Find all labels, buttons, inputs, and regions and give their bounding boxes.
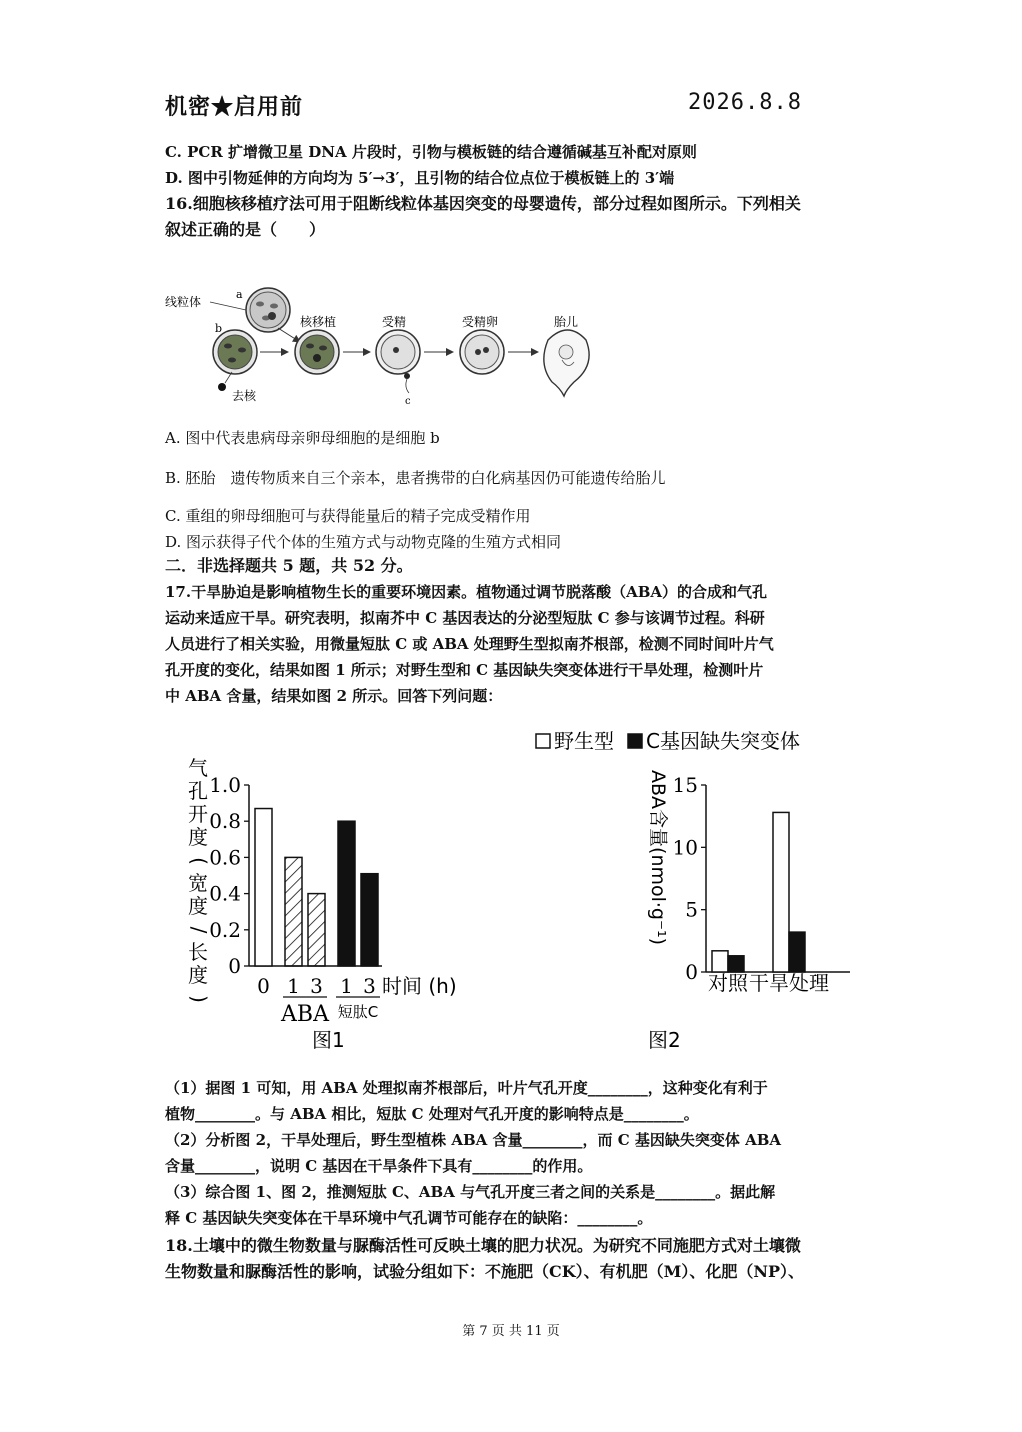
section-heading: 二．非选择题共 5 题，共 52 分。 bbox=[165, 556, 413, 575]
fig1-ylabel-char: / bbox=[187, 926, 211, 934]
fig2-category-label: 对照 bbox=[708, 971, 748, 995]
q17-stem-line3: 人员进行了相关实验，用微量短肽 C 或 ABA 处理野生型拟南芥根部，检测不同时间叶片气 bbox=[165, 635, 774, 653]
fig1-bar bbox=[338, 821, 355, 966]
nuclear-transfer-diagram bbox=[160, 280, 620, 410]
q17-stem-line2: 运动来适应干旱。研究表明，拟南芥中 C 基因表达的分泌型短肽 C 参与该调节过程。科研 bbox=[165, 609, 765, 627]
fig1-group-label: 短肽C bbox=[337, 1003, 379, 1021]
q16-option-d: D. 图示获得子代个体的生殖方式与动物克隆的生殖方式相同 bbox=[165, 533, 562, 551]
label-zygote: 受精卵 bbox=[462, 315, 499, 329]
fig2-bar bbox=[773, 812, 789, 972]
fig1-xtick-label: 0 bbox=[257, 974, 270, 998]
fig1-bar bbox=[255, 809, 272, 966]
label-a: a bbox=[236, 288, 243, 301]
fig1-xtick-label: 3 bbox=[363, 974, 376, 998]
fig1-xtick-label: 3 bbox=[310, 974, 323, 998]
fig2-ylabel-text: ABA含量(nmol·g⁻¹) bbox=[647, 770, 669, 946]
fig2-bar bbox=[789, 932, 805, 972]
fig2-ylabel bbox=[647, 770, 669, 945]
figure1-chart bbox=[187, 756, 457, 1052]
fig1-group-label: ABA bbox=[281, 1002, 329, 1027]
label-c: c bbox=[405, 396, 411, 407]
fig1-ytick-label: 1.0 bbox=[209, 773, 241, 797]
q17-question-line2: 植物________。与 ABA 相比，短肽 C 处理对气孔开度的影响特点是________。 bbox=[165, 1105, 699, 1123]
fig1-ylabel-char: ) bbox=[187, 995, 211, 1003]
fig1-xtick-label: 1 bbox=[340, 974, 353, 998]
legend-mutant-swatch bbox=[628, 734, 642, 748]
label-nuclear-transfer: 核移植 bbox=[300, 315, 337, 329]
q17-question-line4: 含量________，说明 C 基因在干旱条件下具有________的作用。 bbox=[165, 1157, 593, 1175]
q15-option-c: C. PCR 扩增微卫星 DNA 片段时，引物与模板链的结合遵循碱基互补配对原则 bbox=[165, 143, 697, 161]
legend-mutant-label: C基因缺失突变体 bbox=[646, 729, 800, 753]
q18-stem-line1: 18.土壤中的微生物数量与脲酶活性可反映土壤的肥力状况。为研究不同施肥方式对土壤微 bbox=[165, 1236, 801, 1255]
fig2-ytick-label: 0 bbox=[685, 960, 698, 984]
fig1-ylabel-char: ( bbox=[187, 857, 211, 865]
fig2-bar bbox=[728, 956, 744, 972]
cell-fertilization bbox=[376, 330, 420, 393]
fig2-ytick-label: 5 bbox=[685, 897, 698, 922]
label-enucleation: 去核 bbox=[232, 389, 257, 403]
fig1-ylabel-char: 宽 bbox=[188, 871, 208, 895]
legend-wild-label: 野生型 bbox=[554, 729, 614, 753]
cell-b bbox=[213, 330, 257, 374]
q16-option-b: B. 胚胎 遗传物质来自三个亲本，患者携带的白化病基因仍可能遗传给胎儿 bbox=[165, 469, 666, 487]
fig1-ylabel-char: 度 bbox=[188, 894, 208, 918]
cell-a bbox=[246, 288, 290, 332]
q16-option-c: C. 重组的卵母细胞可与获得能量后的精子完成受精作用 bbox=[165, 507, 531, 525]
fig1-ylabel-char: 开 bbox=[188, 802, 208, 826]
fig1-ytick-label: 0 bbox=[228, 954, 241, 978]
fig1-ylabel-char: 度 bbox=[188, 963, 208, 987]
fig1-ytick-label: 0.4 bbox=[209, 881, 241, 906]
fig1-ylabel-char: 度 bbox=[188, 825, 208, 849]
q17-stem-line5: 中 ABA 含量，结果如图 2 所示。回答下列问题： bbox=[165, 687, 503, 705]
fig1-bar bbox=[308, 894, 325, 966]
q16-stem-line1: 16.细胞核移植疗法可用于阻断线粒体基因突变的母婴遗传，部分过程如图所示。下列相关 bbox=[165, 194, 801, 213]
q17-question-line3: （2）分析图 2，干旱处理后，野生型植株 ABA 含量________，而 C 基因缺失突变体 ABA bbox=[165, 1131, 782, 1149]
fig2-bar bbox=[712, 951, 728, 972]
q18-stem-line2: 生物数量和脲酶活性的影响，试验分组如下：不施肥（CK）、有机肥（M）、化肥（NP）、 bbox=[165, 1262, 805, 1281]
fig1-bar bbox=[285, 857, 302, 966]
fig1-ytick-label: 0.6 bbox=[209, 845, 241, 870]
fig1-ylabel-char: 气 bbox=[188, 756, 208, 780]
q16-stem-line2: 叙述正确的是（ ） bbox=[165, 220, 326, 239]
fig1-bar bbox=[361, 874, 378, 966]
fig2-ytick-label: 15 bbox=[672, 773, 698, 797]
fig1-xlabel: 时间 (h) bbox=[382, 974, 457, 998]
fig1-title: 图1 bbox=[312, 1028, 345, 1052]
fig1-ylabel-char: 长 bbox=[188, 940, 208, 964]
q16-option-a: A. 图中代表患病母亲卵母细胞的是细胞 b bbox=[165, 429, 440, 447]
cell-reconstructed bbox=[295, 330, 339, 374]
q15-option-d: D. 图中引物延伸的方向均为 5′→3′，且引物的结合位点位于模板链上的 3′端 bbox=[165, 169, 675, 187]
q17-question-line1: （1）据图 1 可知，用 ABA 处理拟南芥根部后，叶片气孔开度________，这种变化有利于 bbox=[165, 1079, 768, 1097]
label-mitochondria: 线粒体 bbox=[165, 295, 202, 309]
legend bbox=[536, 729, 800, 753]
fig2-ytick-label: 10 bbox=[672, 835, 698, 860]
confidential-label: 机密★启用前 bbox=[165, 94, 304, 120]
fig1-ytick-label: 0.8 bbox=[209, 809, 241, 834]
cell-zygote bbox=[460, 330, 504, 374]
fig1-xtick-label: 1 bbox=[287, 974, 300, 998]
charts-area bbox=[170, 725, 870, 1065]
legend-wild-swatch bbox=[536, 734, 550, 748]
exam-date: 2026.8.8 bbox=[688, 90, 802, 115]
q17-question-line6: 释 C 基因缺失突变体在干旱环境中气孔调节可能存在的缺陷：________。 bbox=[165, 1209, 653, 1227]
label-b: b bbox=[215, 322, 223, 335]
fig2-title: 图2 bbox=[648, 1028, 681, 1052]
q17-question-line5: （3）综合图 1、图 2，推测短肽 C、ABA 与气孔开度三者之间的关系是________。据此解 bbox=[165, 1183, 776, 1201]
q17-stem-line1: 17.干旱胁迫是影响植物生长的重要环境因素。植物通过调节脱落酸（ABA）的合成和气孔 bbox=[165, 583, 768, 601]
fig2-category-label: 干旱处理 bbox=[749, 971, 829, 995]
fig1-ylabel-char: 孔 bbox=[188, 779, 208, 803]
fig1-ylabel bbox=[187, 756, 211, 1003]
figure2-chart bbox=[647, 770, 850, 1052]
q17-stem-line4: 孔开度的变化，结果如图 1 所示；对野生型和 C 基因缺失突变体进行干旱处理，检测叶片 bbox=[165, 661, 764, 679]
label-fetus: 胎儿 bbox=[554, 315, 579, 329]
label-fertilization: 受精 bbox=[382, 315, 407, 329]
page-footer: 第 7 页 共 11 页 bbox=[462, 1324, 560, 1339]
fig1-ytick-label: 0.2 bbox=[209, 917, 241, 942]
fetus-illustration bbox=[544, 330, 589, 396]
